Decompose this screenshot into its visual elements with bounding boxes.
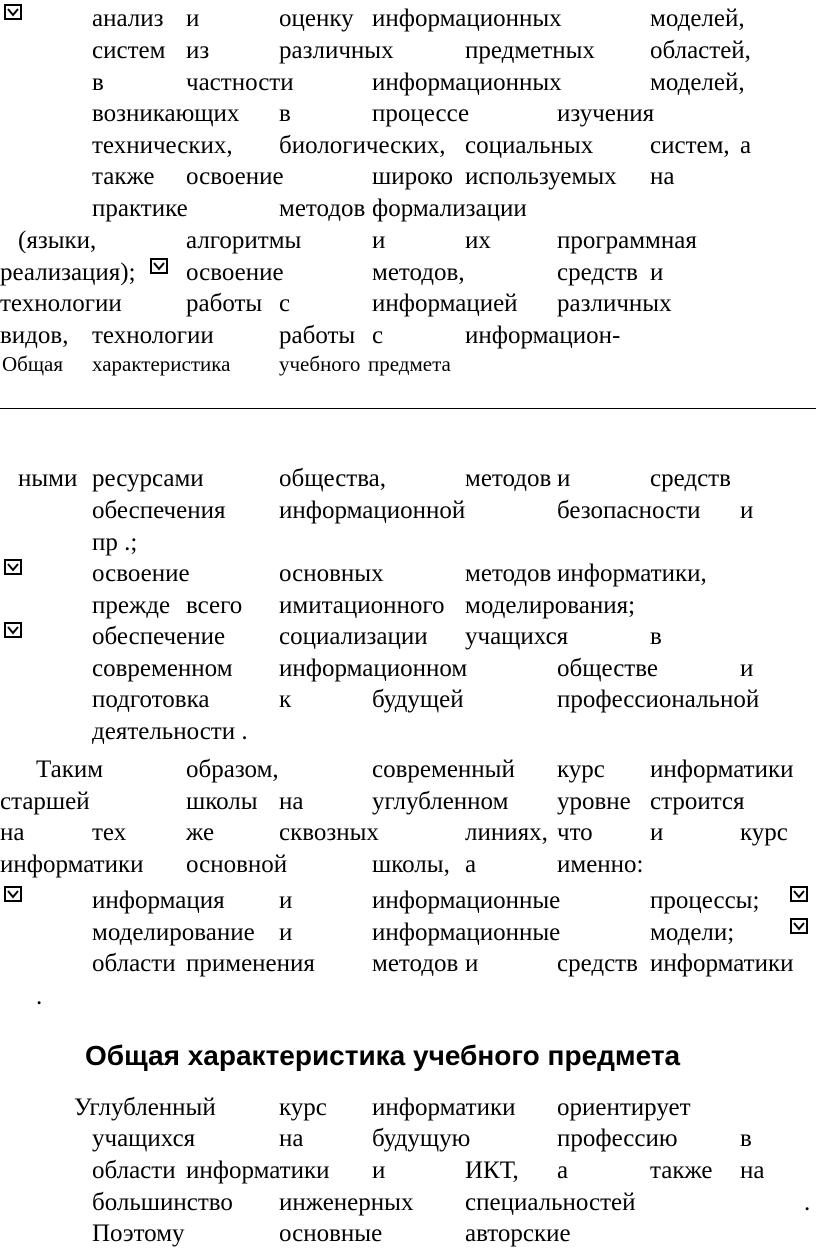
word: информатики [650, 950, 794, 977]
word: имитационного [279, 592, 445, 619]
word: в [650, 623, 662, 650]
word: безопасности [557, 497, 701, 524]
word: информационном [279, 655, 468, 682]
word: с [279, 290, 291, 317]
word: освоение [92, 560, 190, 587]
word: частности [186, 69, 294, 96]
word: школы [186, 788, 258, 815]
word: на [279, 1125, 304, 1152]
word: Углубленный [74, 1094, 216, 1121]
word: пр .; [92, 529, 138, 556]
word: и [186, 5, 200, 32]
word: ресурсами [92, 465, 204, 492]
word: анализ [92, 5, 164, 32]
word: информационные [372, 919, 561, 946]
word: а [557, 1157, 569, 1184]
word: учащихся [465, 623, 569, 650]
word: всего [186, 592, 243, 619]
word: основные [279, 1220, 383, 1247]
word: на [0, 819, 25, 846]
word: применения [186, 950, 315, 977]
word: областей, [650, 37, 751, 64]
bullet-icon [150, 258, 168, 274]
word: информация [92, 887, 225, 914]
word: учащихся [92, 1125, 196, 1152]
word: (языки, [18, 227, 97, 254]
page-divider [0, 408, 816, 409]
word: информатики [0, 851, 144, 878]
word: строится [650, 788, 745, 815]
word: из [186, 37, 210, 64]
word: социализации [279, 623, 428, 650]
word: программная [557, 227, 697, 254]
word: предмета [368, 352, 451, 376]
word: курс [740, 819, 788, 846]
word: методов [372, 950, 459, 977]
word: обеспечения [92, 497, 226, 524]
word: информатики, [557, 560, 707, 587]
bullet-icon [4, 559, 22, 575]
word: большинство [92, 1189, 233, 1216]
word: курс [557, 756, 605, 783]
word: в [92, 69, 104, 96]
word: систем, [650, 132, 730, 159]
word: же [186, 819, 215, 846]
word: информатики [186, 1157, 330, 1184]
word: изучения [557, 100, 655, 127]
word: тех [92, 819, 127, 846]
word: курс [279, 1094, 327, 1121]
word: моделей, [650, 69, 745, 96]
word: Таким [36, 756, 104, 783]
word: широко [372, 163, 454, 190]
word: методов [465, 465, 552, 492]
word: основных [279, 560, 384, 587]
word: ориентирует [557, 1094, 691, 1121]
word: процессе [372, 100, 470, 127]
word: школы, [372, 851, 450, 878]
word: средств [557, 950, 638, 977]
word: в [279, 100, 291, 127]
word: предметных [465, 37, 595, 64]
word: практике [92, 195, 188, 222]
bullet-icon [790, 918, 808, 934]
word: средств [557, 259, 638, 286]
word: информационные [372, 887, 561, 914]
word: освоение [186, 163, 284, 190]
word: также [92, 163, 155, 190]
word: и [557, 465, 571, 492]
word: информатики [650, 756, 794, 783]
word: общества, [279, 465, 387, 492]
word: основной [186, 851, 288, 878]
word: авторские [465, 1220, 571, 1247]
word: а [740, 132, 752, 159]
word: работы [186, 290, 263, 317]
word: на [650, 163, 675, 190]
word: деятельности . [92, 718, 248, 745]
word: обществе [557, 655, 658, 682]
word: и [650, 819, 664, 846]
word: сквозных [279, 819, 379, 846]
word: профессию [557, 1125, 678, 1152]
word: области [92, 1157, 176, 1184]
word: ИКТ, [465, 1157, 519, 1184]
word: и [650, 259, 664, 286]
word: в [740, 1125, 752, 1152]
bullet-icon [4, 622, 22, 638]
word: а [465, 851, 477, 878]
word: современном [92, 655, 233, 682]
word: средств [650, 465, 731, 492]
word: модели; [650, 919, 735, 946]
word: именно: [557, 851, 644, 878]
word: формализации [372, 195, 527, 222]
word: и [740, 497, 754, 524]
word: также [650, 1157, 713, 1184]
word: возникающих [92, 100, 240, 127]
word: информацион- [465, 322, 621, 349]
word: Общая [2, 352, 64, 376]
word: алгоритмы [186, 227, 302, 254]
word: освоение [186, 259, 284, 286]
word: и [279, 887, 293, 914]
word: учебного [279, 352, 361, 376]
word: их [465, 227, 491, 254]
word: что [557, 819, 593, 846]
word: оценку [279, 5, 354, 32]
word: и [465, 950, 479, 977]
word: профессиональной [557, 686, 760, 713]
bullet-icon [790, 886, 808, 902]
word: информатики [372, 1094, 516, 1121]
bullet-icon [4, 886, 22, 902]
word: различных [557, 290, 672, 317]
word: на [279, 788, 304, 815]
word: образом, [186, 756, 279, 783]
word: современный [372, 756, 515, 783]
word: старшей [0, 788, 90, 815]
word: и [372, 1157, 386, 1184]
word: к [279, 686, 292, 713]
word: с [372, 322, 384, 349]
word: информацией [372, 290, 518, 317]
word: на [740, 1157, 765, 1184]
word: моделей, [650, 5, 745, 32]
word: технических, [92, 132, 233, 159]
word: и [740, 655, 754, 682]
word: будущую [372, 1125, 471, 1152]
word: методов, [372, 259, 465, 286]
word: углубленном [372, 788, 509, 815]
word: социальных [465, 132, 594, 159]
word: реализация); [0, 259, 136, 286]
word: различных [279, 37, 394, 64]
word: моделирование [92, 919, 255, 946]
word: информационной [279, 497, 466, 524]
section-heading: Общая характеристика учебного предмета [85, 1040, 681, 1071]
word: прежде [92, 592, 171, 619]
word: . [36, 983, 43, 1010]
word: биологических, [279, 132, 446, 159]
word: работы [279, 322, 356, 349]
word: области [92, 950, 176, 977]
word: и [372, 227, 386, 254]
word: обеспечение [92, 623, 226, 650]
word: моделирования; [465, 592, 636, 619]
word: линиях, [465, 819, 548, 846]
word: специальностей [465, 1189, 636, 1216]
word: информационных [372, 69, 562, 96]
word: систем [92, 37, 166, 64]
word: видов, [0, 322, 69, 349]
word: характеристика [92, 352, 231, 376]
word: технологии [92, 322, 214, 349]
word: Поэтому [92, 1220, 185, 1247]
word: подготовка [92, 686, 210, 713]
word: будущей [372, 686, 464, 713]
word: ными [18, 465, 78, 492]
word: инженерных [279, 1189, 414, 1216]
word: процессы; [650, 887, 760, 914]
word: технологии [0, 290, 122, 317]
bullet-icon [4, 4, 22, 20]
word: методов [465, 560, 552, 587]
word: используемых [465, 163, 617, 190]
word: информационных [372, 5, 562, 32]
word: и [279, 919, 293, 946]
word: . [804, 1189, 811, 1216]
word: уровне [557, 788, 631, 815]
word: методов [279, 195, 366, 222]
